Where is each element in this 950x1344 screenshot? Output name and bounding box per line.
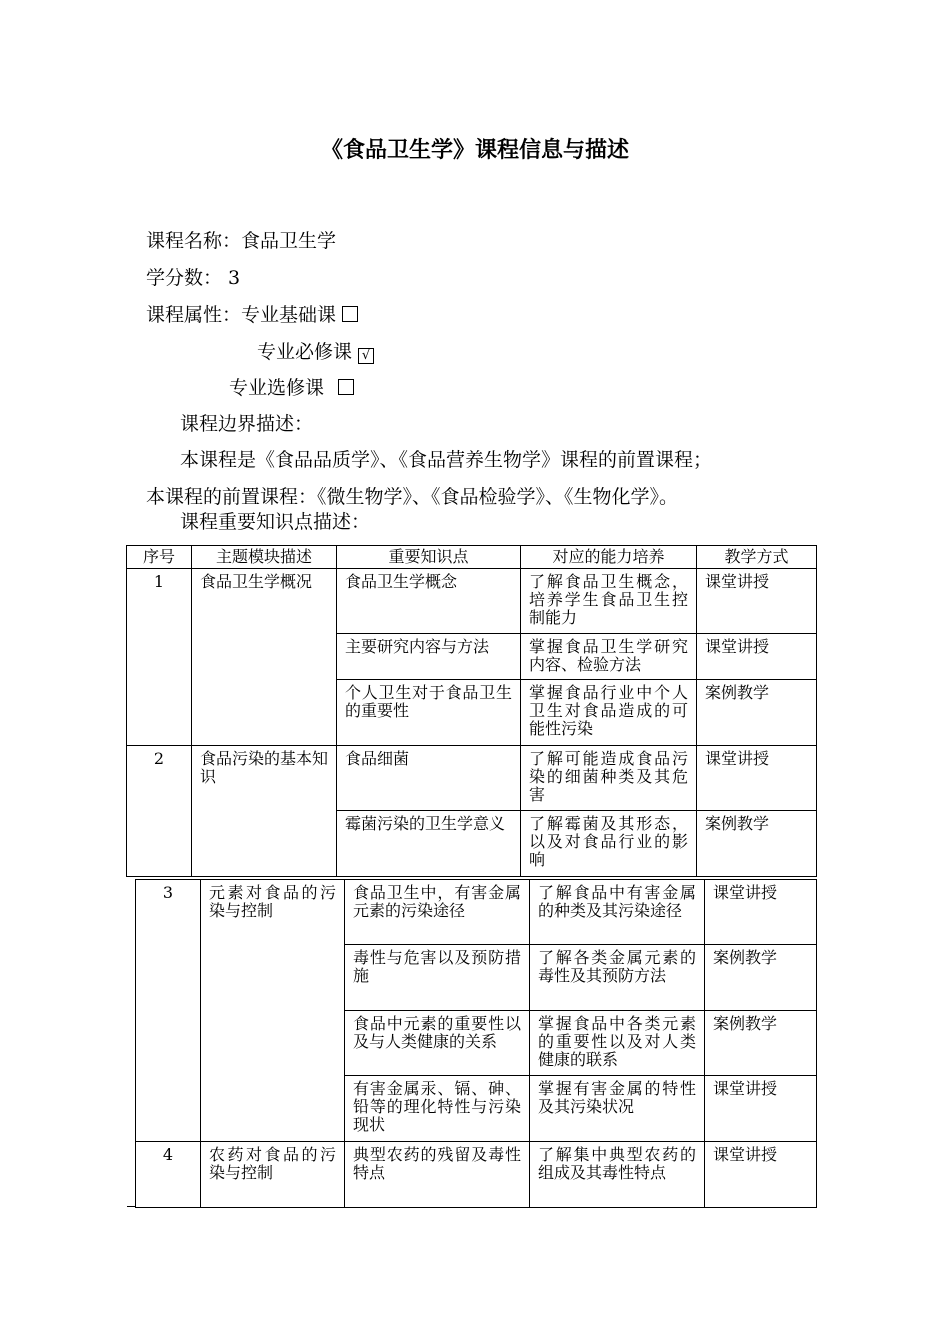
checkbox-elective[interactable] [338,379,354,395]
row-ability: 掌握食品行业中个人卫生对食品造成的可能性污染 [521,680,697,746]
table-row [127,569,817,634]
row-method: 课堂讲授 [705,1142,817,1208]
header-point: 重要知识点 [337,546,521,569]
row-ability: 掌握有害金属的特性及其污染状况 [530,1076,705,1142]
attribute-elective-label: 专业选修课 [229,377,325,399]
row-method: 课堂讲授 [697,746,817,811]
knowledge-table-part-2 [135,879,817,1208]
row-number: 1 [127,569,192,746]
knowledge-table-part-1 [126,545,817,877]
row-method: 案例教学 [705,945,817,1011]
table-row [136,1142,817,1208]
boundary-label: 课程边界描述： [180,413,314,435]
course-attribute-basic [146,300,358,327]
course-name: 课程名称：食品卫生学 [146,230,337,252]
row-number: 2 [127,746,192,877]
boundary-line-1: 本课程是《食品品质学》、《食品营养生物学》课程的前置课程； [180,449,713,471]
row-point: 食品中元素的重要性以及与人类健康的关系 [345,1011,530,1076]
row-point: 霉菌污染的卫生学意义 [337,811,521,877]
row-point: 个人卫生对于食品卫生的重要性 [337,680,521,746]
row-topic: 食品卫生学概况 [192,569,337,746]
header-method: 教学方式 [697,546,817,569]
row-ability: 了解集中典型农药的组成及其毒性特点 [530,1142,705,1208]
row-point: 食品卫生学概念 [337,569,521,634]
row-ability: 了解食品中有害金属的种类及其污染途径 [530,880,705,945]
row-method: 课堂讲授 [705,1076,817,1142]
row-number: 3 [136,880,201,1142]
row-topic: 元素对食品的污染与控制 [201,880,345,1142]
row-ability: 掌握食品中各类元素的重要性以及对人类健康的联系 [530,1011,705,1076]
row-method: 案例教学 [697,680,817,746]
header-no: 序号 [127,546,192,569]
checkbox-basic[interactable] [342,306,358,322]
attribute-required-label: 专业必修课 [257,341,353,363]
row-method: 案例教学 [705,1011,817,1076]
row-method: 课堂讲授 [697,634,817,680]
row-point: 有害金属汞、镉、砷、铅等的理化特性与污染现状 [345,1076,530,1142]
checkbox-required[interactable]: √ [358,348,374,364]
knowledge-label: 课程重要知识点描述： [180,511,371,533]
course-attribute-elective [229,373,354,400]
row-point: 食品细菌 [337,746,521,811]
page-title: 《食品卫生学》课程信息与描述 [320,138,629,163]
row-method: 案例教学 [697,811,817,877]
row-ability: 了解各类金属元素的毒性及其预防方法 [530,945,705,1011]
course-credits: 学分数： 3 [146,267,241,289]
row-number: 4 [136,1142,201,1208]
row-point: 食品卫生中，有害金属元素的污染途径 [345,880,530,945]
row-ability: 掌握食品卫生学研究内容、检验方法 [521,634,697,680]
table-row [127,746,817,811]
row-point: 毒性与危害以及预防措施 [345,945,530,1011]
attribute-basic-label: 课程属性：专业基础课 [146,304,337,326]
row-point: 典型农药的残留及毒性特点 [345,1142,530,1208]
header-ability: 对应的能力培养 [521,546,697,569]
course-attribute-required [257,337,374,364]
table-row [136,880,817,945]
row-method: 课堂讲授 [697,569,817,634]
row-topic: 食品污染的基本知识 [192,746,337,877]
row-ability: 了解食品卫生概念，培养学生食品卫生控制能力 [521,569,697,634]
row-point: 主要研究内容与方法 [337,634,521,680]
row-method: 课堂讲授 [705,880,817,945]
row-ability: 了解霉菌及其形态，以及对食品行业的影响 [521,811,697,877]
row-ability: 了解可能造成食品污染的细菌种类及其危害 [521,746,697,811]
boundary-line-2: 本课程的前置课程：《微生物学》、《食品检验学》、《生物化学》。 [146,486,679,508]
table-header-row [127,546,817,569]
header-topic: 主题模块描述 [192,546,337,569]
table-edge-mark [127,1206,136,1207]
row-topic: 农药对食品的污染与控制 [201,1142,345,1208]
